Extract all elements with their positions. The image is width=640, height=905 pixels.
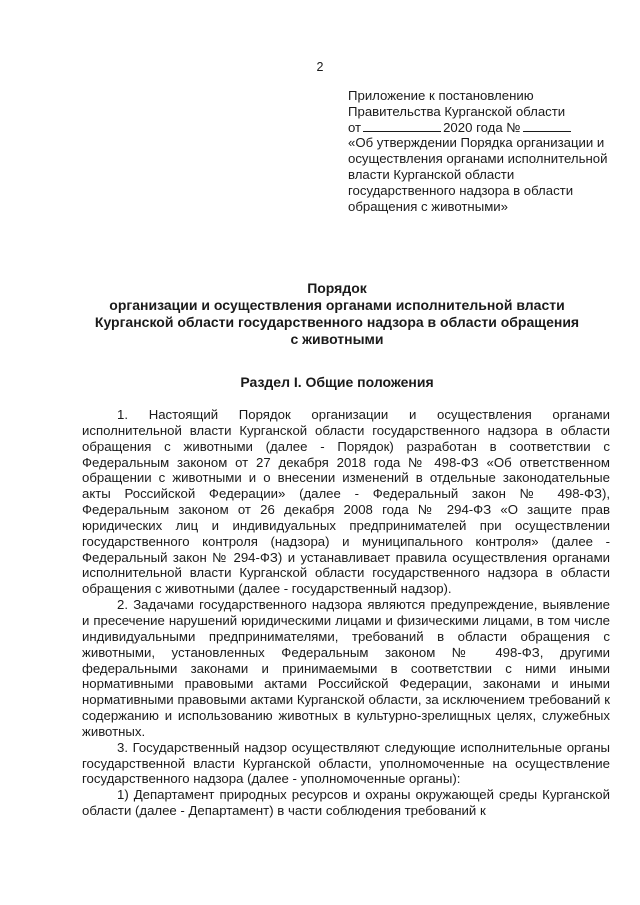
appendix-line-2: Правительства Курганской области bbox=[348, 103, 566, 119]
page-number: 2 bbox=[316, 60, 324, 74]
title-line-4: с животными bbox=[290, 331, 384, 347]
title-line-1: Порядок bbox=[307, 280, 367, 296]
title-line-3: Курганской области государственного надзора в области обращения bbox=[94, 314, 580, 330]
appendix-date-line bbox=[348, 120, 620, 136]
body-text bbox=[82, 407, 610, 819]
paragraph-3: 3. Государственный надзор осуществляют следующие исполнительные органы государственной власти Курганской области, уполномоченные на осуществление государственного надзора (далее - уполномоченные органы): bbox=[82, 739, 610, 787]
paragraph-1: 1. Настоящий Порядок организации и осуществления органами исполнительной власти Курганской области государственного надзора в области обращения с животными (далее - Порядок) разработан в соответствии с Федеральным законом от 27 декабря 2018 года № 498-ФЗ «Об ответственном обращении с животными и о внесении изменений в отдельные законодательные акты Российской Федерации» (далее - Федеральный закон № 498-ФЗ), Федеральным законом от 26 декабря 2008 года № 294-ФЗ «О защите прав юридических лиц и индивидуальных предпринимателей при осуществлении государственного контроля (надзора) и муниципального контроля» (далее - Федеральный закон № 294-ФЗ) и устанавливает правила осуществления органами исполнительной власти Курганской области государственного надзора в области обращения с животными (далее - государственный надзор). bbox=[82, 407, 610, 597]
number-fill-blank bbox=[523, 120, 571, 132]
appendix-date-mid: 2020 года № bbox=[443, 119, 521, 135]
appendix-line-1: Приложение к постановлению bbox=[348, 88, 534, 103]
paragraph-3-item-1: 1) Департамент природных ресурсов и охраны окружающей среды Курганской области (далее - Департамент) в части соблюдения требований к bbox=[82, 787, 610, 819]
appendix-description: «Об утверждении Порядка организации и осуществления органами исполнительной власти Курганской области государственного надзора в области обращения с животными» bbox=[348, 135, 608, 214]
appendix-date-prefix: от bbox=[348, 119, 362, 135]
appendix-header bbox=[348, 88, 620, 214]
date-fill-blank bbox=[363, 120, 441, 132]
document-title bbox=[72, 280, 602, 348]
title-line-2: организации и осуществления органами исполнительной власти bbox=[109, 297, 565, 313]
section-heading: Раздел I. Общие положения bbox=[240, 374, 434, 390]
paragraph-2: 2. Задачами государственного надзора являются предупреждение, выявление и пресечение нарушений юридическими лицами и физическими лицами, в том числе индивидуальными предпринимателями, требований в области обращения с животными, установленных Федеральным законом № 498-ФЗ, другими федеральными законами и принимаемыми в соответствии с ними иными нормативными правовыми актами Российской Федерации, законами и иными нормативными правовыми актами Курганской области, за исключением требований к содержанию и использованию животных в культурно-зрелищных целях, служебных животных. bbox=[82, 597, 610, 739]
